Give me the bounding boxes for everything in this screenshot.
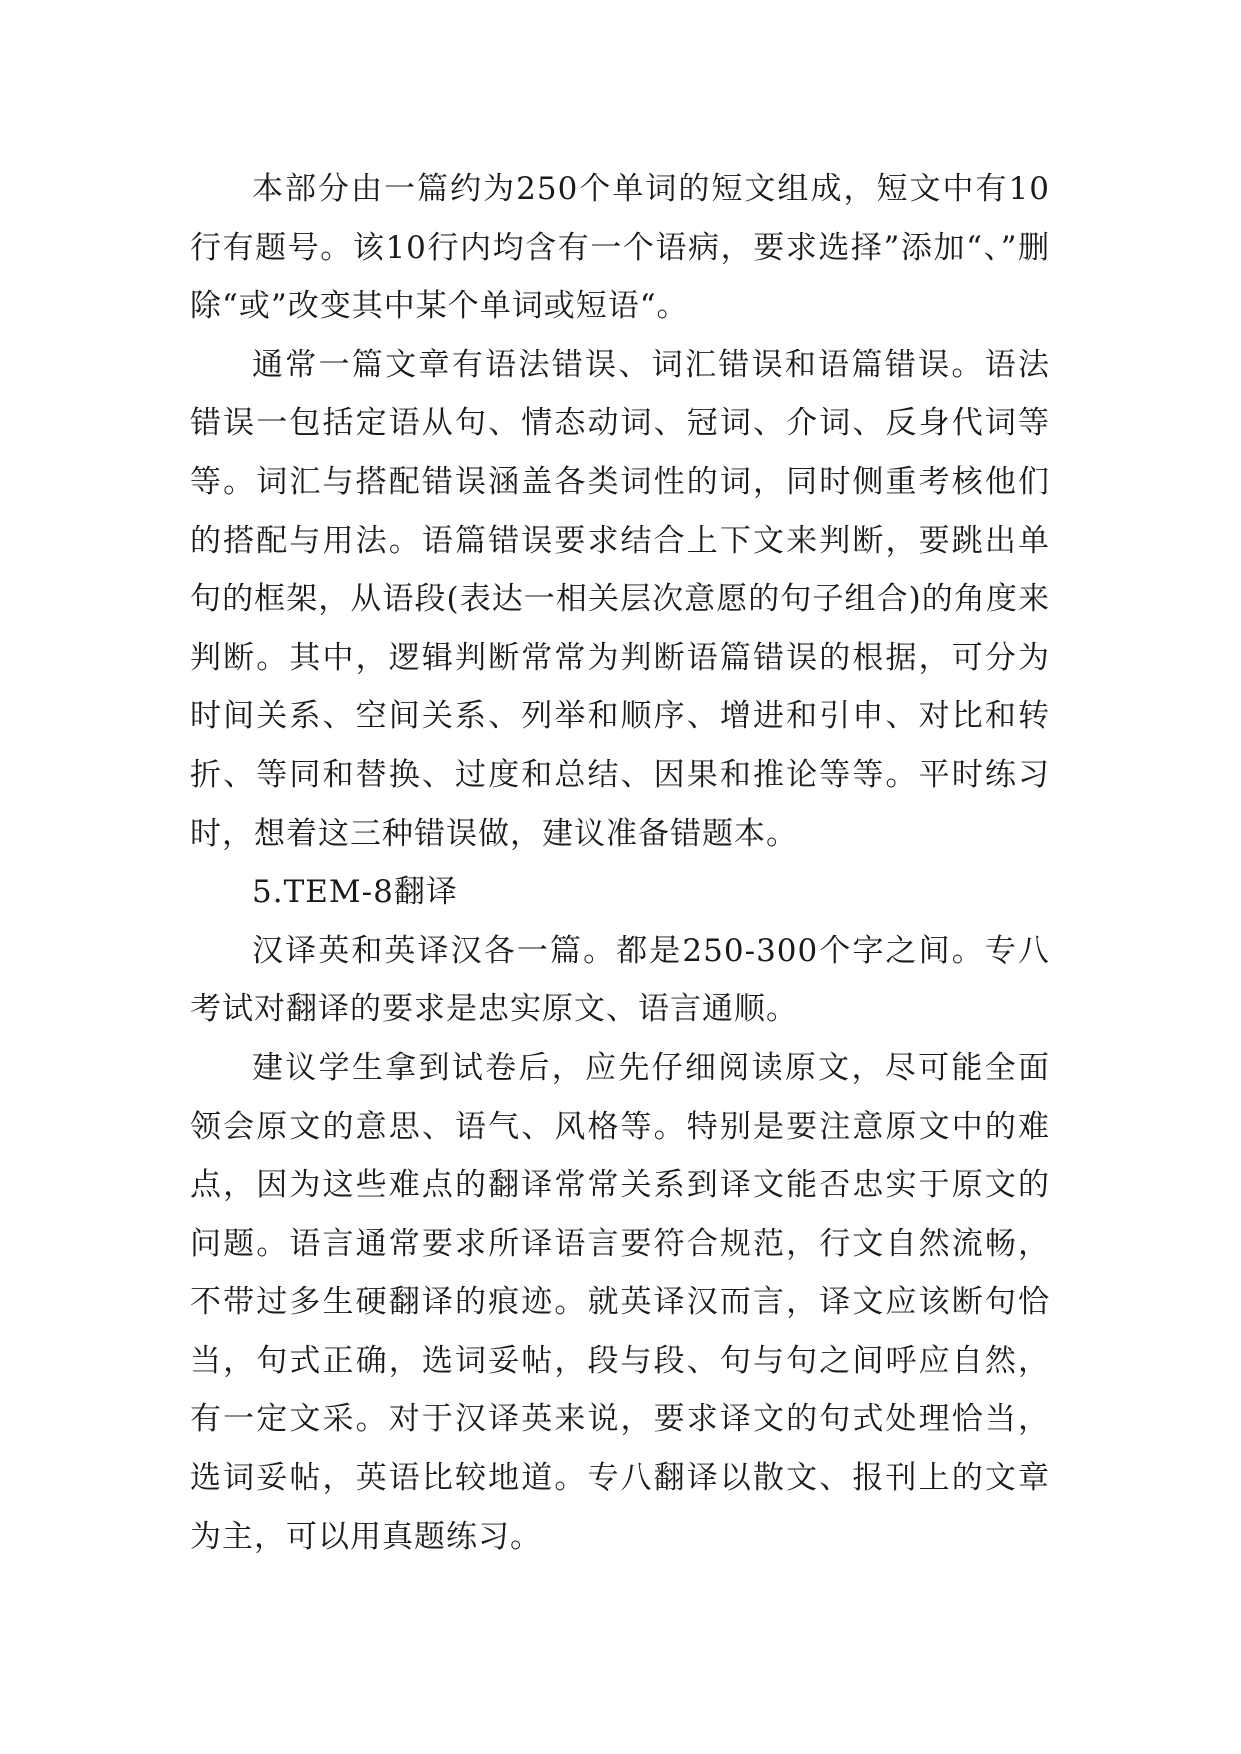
paragraph-translation-advice: 建议学生拿到试卷后，应先仔细阅读原文，尽可能全面领会原文的意思、语气、风格等。特别是要注意原文中的难点，因为这些难点的翻译常常关系到译文能否忠实于原文的问题。语言通常要求所译语言要符合规范，行文自然流畅，不带过多生硬翻译的痕迹。就英译汉而言，译文应该断句恰当，句式正确，选词妥帖，段与段、句与句之间呼应自然，有一定文采。对于汉译英来说，要求译文的句式处理恰当，选词妥帖，英语比较地道。专八翻译以散文、报刊上的文章为主，可以用真题练习。 <box>190 1049 1050 1555</box>
paragraph-error-correction-intro: 本部分由一篇约为250个单词的短文组成，短文中有10行有题号。该10行内均含有一个语病，要求选择”添加“、”删除“或”改变其中某个单词或短语“。 <box>190 171 1050 325</box>
paragraph-translation-intro: 汉译英和英译汉各一篇。都是250-300个字之间。专八考试对翻译的要求是忠实原文、语言通顺。 <box>190 932 1050 1028</box>
paragraph-error-types: 通常一篇文章有语法错误、词汇错误和语篇错误。语法错误一包括定语从句、情态动词、冠词、介词、反身代词等等。词汇与搭配错误涵盖各类词性的词，同时侧重考核他们的搭配与用法。语篇错误要求结合上下文来判断，要跳出单句的框架，从语段(表达一相关层次意愿的句子组合)的角度来判断。其中，逻辑判断常常为判断语篇错误的根据，可分为时间关系、空间关系、列举和顺序、增进和引申、对比和转折、等同和替换、过度和总结、因果和推论等等。平时练习时，想着这三种错误做，建议准备错题本。 <box>190 346 1050 852</box>
section-heading-translation: 5.TEM-8翻译 <box>252 874 458 911</box>
document-body <box>190 160 1050 1566</box>
